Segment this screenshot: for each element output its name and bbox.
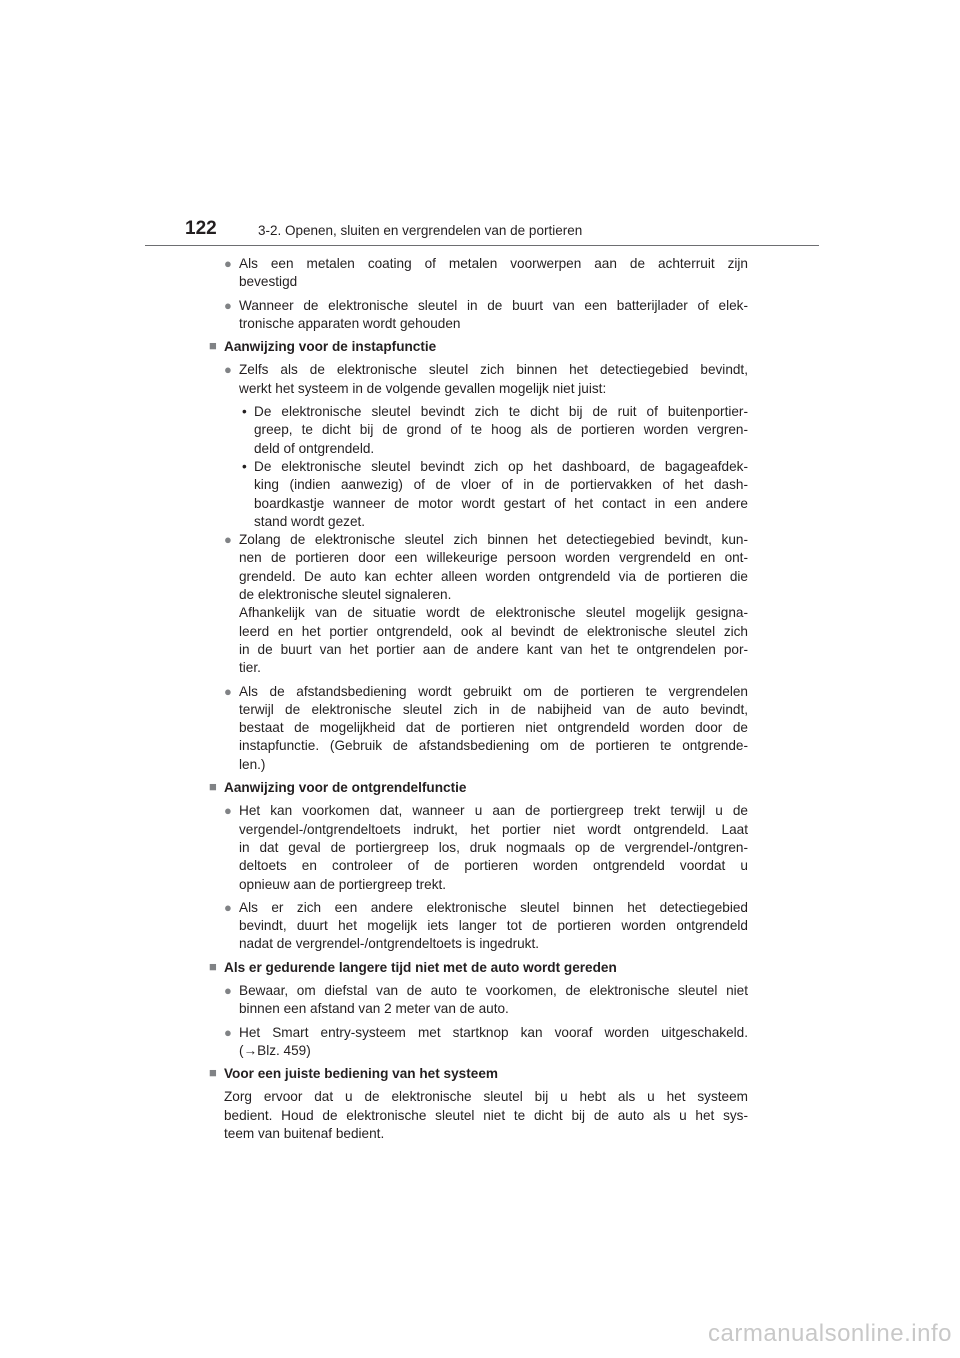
sub-bullet-item xyxy=(208,403,748,458)
text-line: nen de portieren door een willekeurige persoon worden vergrendeld en ont- xyxy=(239,550,748,566)
text-line: De elektronische sleutel bevindt zich te dicht bij de ruit of buitenportier- xyxy=(254,404,748,420)
heading-square-icon: ■ xyxy=(209,1065,217,1081)
text-line: vergendel-/ontgrendeltoets indrukt, het portier niet wordt ontgrendeld. Laat xyxy=(239,821,748,837)
bullet-circle-icon: ● xyxy=(224,532,232,548)
page-reference-link[interactable]: (→Blz. 459) xyxy=(239,1042,311,1058)
header-divider xyxy=(145,245,819,246)
bullet-circle-icon: ● xyxy=(224,362,232,378)
bullet-item xyxy=(208,361,748,398)
bullet-item xyxy=(208,683,748,774)
page-number: 122 xyxy=(185,218,217,239)
text-line: grendeld. De auto kan echter alleen worden ontgrendeld via de portieren die xyxy=(239,568,748,584)
heading-text: Voor een juiste bediening van het systeem xyxy=(224,1066,498,1082)
text-line: boardkastje wanneer de motor wordt gestart of het contact in een andere xyxy=(254,495,748,511)
text-line: werkt het systeem in de volgende gevallen mogelijk niet juist: xyxy=(239,380,607,396)
bullet-circle-icon: ● xyxy=(224,683,232,699)
heading-text: Aanwijzing voor de ontgrendelfunctie xyxy=(224,780,467,796)
heading-text: Aanwijzing voor de instapfunctie xyxy=(224,339,437,355)
text-line: bestaat de mogelijkheid dat de portieren niet ontgrendeld worden door de xyxy=(239,720,748,736)
watermark: carmanualsonline.info xyxy=(708,1320,952,1347)
bullet-circle-icon: ● xyxy=(224,803,232,819)
bullet-item xyxy=(208,802,748,893)
bullet-circle-icon: ● xyxy=(224,982,232,998)
text-line: deld of ontgrendeld. xyxy=(254,440,375,456)
bullet-item xyxy=(208,982,748,1019)
section-heading xyxy=(208,779,748,797)
text-line: in de buurt van het portier aan de andere kant van het te ontgrendelen por- xyxy=(239,641,748,657)
text-line: in dat geval de portiergreep los, druk nogmaals op de vergrendel-/ontgren- xyxy=(239,839,748,855)
bullet-item xyxy=(208,899,748,954)
text-line: bevestigd xyxy=(239,274,298,290)
sub-bullet-dot-icon: • xyxy=(242,404,247,420)
heading-square-icon: ■ xyxy=(209,958,217,974)
bullet-item xyxy=(208,255,748,292)
text-line: Wanneer de elektronische sleutel in de buurt van een batterijlader of elek- xyxy=(239,297,748,313)
text-line: Het Smart entry-systeem met startknop kan vooraf worden uitgeschakeld. xyxy=(239,1024,748,1040)
text-line: Zelfs als de elektronische sleutel zich binnen het detectiegebied bevindt, xyxy=(239,362,748,378)
section-heading xyxy=(208,338,748,356)
bullet-circle-icon: ● xyxy=(224,1024,232,1040)
page-header xyxy=(145,218,819,248)
text-line: instapfunctie. (Gebruik de afstandsbediening om de portieren te ontgrende- xyxy=(239,738,748,754)
text-line: terwijl de elektronische sleutel zich in de nabijheid van de auto bevindt, xyxy=(239,701,748,717)
text-line: len.) xyxy=(239,756,266,772)
text-line: Afhankelijk van de situatie wordt de elektronische sleutel mogelijk gesigna- xyxy=(239,605,748,621)
text-line: leerd en het portier ontgrendeld, ook al bevindt de elektronische sleutel zich xyxy=(239,623,748,639)
bullet-circle-icon: ● xyxy=(224,297,232,313)
bullet-item xyxy=(208,1024,748,1061)
text-line: de elektronische sleutel signaleren. xyxy=(239,587,452,603)
text-line: stand wordt gezet. xyxy=(254,513,366,529)
text-line: teem van buitenaf bedient. xyxy=(224,1126,385,1142)
heading-text: Als er gedurende langere tijd niet met de auto wordt gereden xyxy=(224,959,617,975)
bullet-item xyxy=(208,531,748,677)
sub-bullet-item xyxy=(208,458,748,531)
heading-square-icon: ■ xyxy=(209,779,217,795)
heading-square-icon: ■ xyxy=(209,338,217,354)
manual-content xyxy=(208,255,748,1148)
text-line: opnieuw aan de portiergreep trekt. xyxy=(239,876,447,892)
section-heading xyxy=(208,959,748,977)
bullet-circle-icon: ● xyxy=(224,899,232,915)
text-line: Als een metalen coating of metalen voorwerpen aan de achterruit zijn xyxy=(239,256,748,271)
text-line: Als er zich een andere elektronische sleutel binnen het detectiegebied xyxy=(239,899,748,915)
text-line: bedient. Houd de elektronische sleutel niet te dicht bij de auto als u het sys- xyxy=(224,1107,748,1123)
text-line: Als de afstandsbediening wordt gebruikt om de portieren te vergrendelen xyxy=(239,683,748,699)
text-line: king (indien aanwezig) of de vloer of in de portiervakken of het dash- xyxy=(254,477,748,493)
text-line: Bewaar, om diefstal van de auto te voorkomen, de elektronische sleutel niet xyxy=(239,982,748,998)
text-line: tier. xyxy=(239,660,261,676)
text-line: bevindt, duurt het mogelijk iets langer tot de portieren worden ontgrendeld xyxy=(239,918,748,934)
text-line: De elektronische sleutel bevindt zich op het dashboard, de bagageafdek- xyxy=(254,458,748,474)
section-title: 3-2. Openen, sluiten en vergrendelen van de portieren xyxy=(258,223,583,238)
bullet-circle-icon: ● xyxy=(224,256,232,271)
section-heading xyxy=(208,1065,748,1083)
sub-bullet-dot-icon: • xyxy=(242,458,247,474)
bullet-item xyxy=(208,297,748,334)
text-line: Zolang de elektronische sleutel zich binnen het detectiegebied bevindt, kun- xyxy=(239,532,748,548)
text-line: nadat de vergrendel-/ontgrendeltoets is ingedrukt. xyxy=(239,936,540,952)
text-line: binnen een afstand van 2 meter van de auto. xyxy=(239,1001,509,1017)
text-line: Het kan voorkomen dat, wanneer u aan de portiergreep trekt terwijl u de xyxy=(239,803,748,819)
text-line: tronische apparaten wordt gehouden xyxy=(239,315,461,331)
text-line: deltoets en controleer of de portieren worden ontgrendeld voordat u xyxy=(239,858,748,874)
text-line: Zorg ervoor dat u de elektronische sleutel bij u hebt als u het systeem xyxy=(224,1089,748,1105)
body-paragraph xyxy=(208,1088,748,1143)
text-line: greep, te dicht bij de grond of te hoog als de portieren worden vergren- xyxy=(254,422,748,438)
